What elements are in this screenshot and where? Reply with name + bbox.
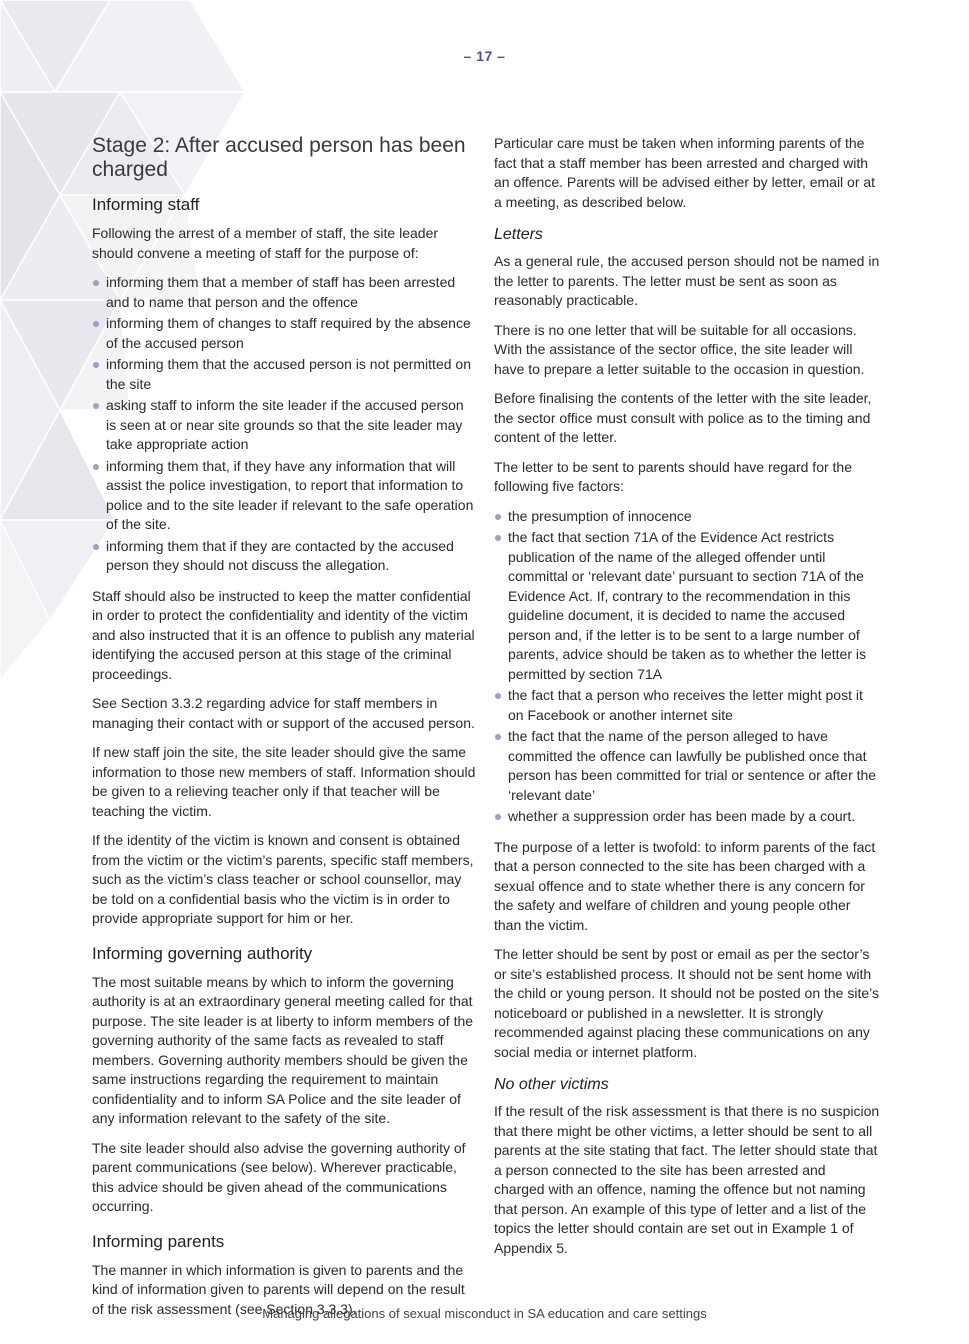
list-item: informing them that the accused person is not permitted on the site	[92, 355, 476, 394]
paragraph: Staff should also be instructed to keep the matter confidential in order to protect the confidentiality and identity of the victim and also instructed that it is an offence to publish any material identifying the accused person at this stage of the criminal proceedings.	[92, 587, 475, 682]
list-item: the fact that the name of the person alleged to have committed the offence can lawfully be published once that person has been committed for trial or sentence or after the ‘relevant date’	[494, 727, 880, 805]
page-number: – 17 –	[463, 48, 506, 64]
paragraph: The manner in which information is given to parents and the kind of information given to parents will depend on the result of the risk assessment (see Section 3.3.3).	[92, 1261, 465, 1317]
informing-staff-list	[92, 273, 476, 576]
list-item: the fact that section 71A of the Evidence Act restricts publication of the name of the alleged offender until committal or ‘relevant date’ pursuant to section 71A of the Evidence Act. If, contrary to the recommendation in this guideline document, it is decided to name the accused person and, if the letter is to be sent to a large number of parents, advice should be taken as to whether the letter is permitted by section 71A	[494, 528, 880, 684]
right-column	[494, 134, 880, 1268]
heading-letters: Letters	[494, 226, 543, 243]
paragraph: As a general rule, the accused person should not be named in the letter to parents. The letter must be sent as soon as reasonably practicable.	[494, 253, 880, 308]
informing-staff-intro: Following the arrest of a member of staff, the site leader should convene a meeting of staff for the purpose of:	[92, 225, 439, 261]
heading-no-other-victims: No other victims	[494, 1076, 609, 1093]
left-column	[92, 134, 476, 1329]
paragraph: The site leader should also advise the governing authority of parent communications (see below). Wherever practicable, this advice should be given ahead of the communications occurring.	[92, 1139, 466, 1214]
list-item: the fact that a person who receives the letter might post it on Facebook or another internet site	[494, 686, 880, 725]
paragraph: If the identity of the victim is known and consent is obtained from the victim or the victim’s parents, specific staff members, such as the victim’s class teacher or school counsellor, may be told on a confidential basis who the victim is in order to provide appropriate support for him or her.	[92, 832, 474, 926]
list-item: the presumption of innocence	[494, 507, 880, 527]
paragraph: There is no one letter that will be suitable for all occasions. With the assistance of the sector office, the site leader will have to prepare a letter suitable to the occasion in question.	[494, 321, 865, 377]
stage-title: Stage 2: After accused person has been charged	[92, 134, 466, 181]
paragraph: The letter should be sent by post or email as per the sector’s or site’s established process. It should not be sent home with the child or young person. It should not be posted on the site’s noticeboard or published in a newsletter. It is strongly recommended against placing these communications on any social media or internet platform.	[494, 946, 879, 1060]
list-item: informing them that, if they have any information that will assist the police investigation, to report that information to police and to the site leader if relevant to the safe operation of the site.	[92, 457, 476, 535]
list-item: whether a suppression order has been made by a court.	[494, 807, 880, 827]
paragraph: The purpose of a letter is twofold: to inform parents of the fact that a person connected to the site has been charged with a sexual offence and to state whether there is any concern for the safety and welfare of children and young people other than the victim.	[494, 838, 876, 933]
paragraph: Particular care must be taken when informing parents of the fact that a staff member has been arrested and charged with an offence. Parents will be advised either by letter, email or at a meeting, as described below.	[494, 135, 876, 210]
paragraph: Before finalising the contents of the letter with the site leader, the sector office must consult with police as to the timing and content of the letter.	[494, 390, 872, 445]
heading-informing-staff: Informing staff	[92, 195, 200, 214]
paragraph: See Section 3.3.2 regarding advice for staff members in managing their contact with or support of the accused person.	[92, 695, 475, 731]
paragraph: If the result of the risk assessment is that there is no suspicion that there might be other victims, a letter should be sent to all parents at the site stating that fact. The letter should state that a person connected to the site has been arrested and charged with an offence, naming the offence but not naming that person. An example of this type of letter and a list of the topics the letter should contain are set out in Example 1 of Appendix 5.	[494, 1103, 880, 1256]
list-item: informing them that if they are contacted by the accused person they should not discuss the allegation.	[92, 537, 476, 576]
paragraph: If new staff join the site, the site leader should give the same information to those new members of staff. Information should be given to a relieving teacher only if that teacher will be teaching the victim.	[92, 744, 476, 819]
paragraph: The letter to be sent to parents should have regard for the following five factors:	[494, 458, 852, 494]
list-item: asking staff to inform the site leader if the accused person is seen at or near site grounds so that the site leader may take appropriate action	[92, 396, 476, 455]
letter-factors-list	[494, 507, 880, 827]
list-item: informing them of changes to staff required by the absence of the accused person	[92, 314, 476, 353]
heading-informing-governing-authority: Informing governing authority	[92, 943, 313, 963]
list-item: informing them that a member of staff has been arrested and to name that person and the offence	[92, 273, 476, 312]
paragraph: The most suitable means by which to inform the governing authority is at an extraordinary general meeting called for that purpose. The site leader is at liberty to inform members of the governing authority of the same facts as revealed to staff members. Governing authority members should be given the same instructions regarding the requirement to maintain confidentiality and to inform SA Police and the site leader of any information relevant to the safety of the site.	[92, 973, 474, 1126]
heading-informing-parents: Informing parents	[92, 1231, 225, 1251]
footer-document-title: Managing allegations of sexual misconduct in SA education and care settings	[262, 1306, 707, 1321]
